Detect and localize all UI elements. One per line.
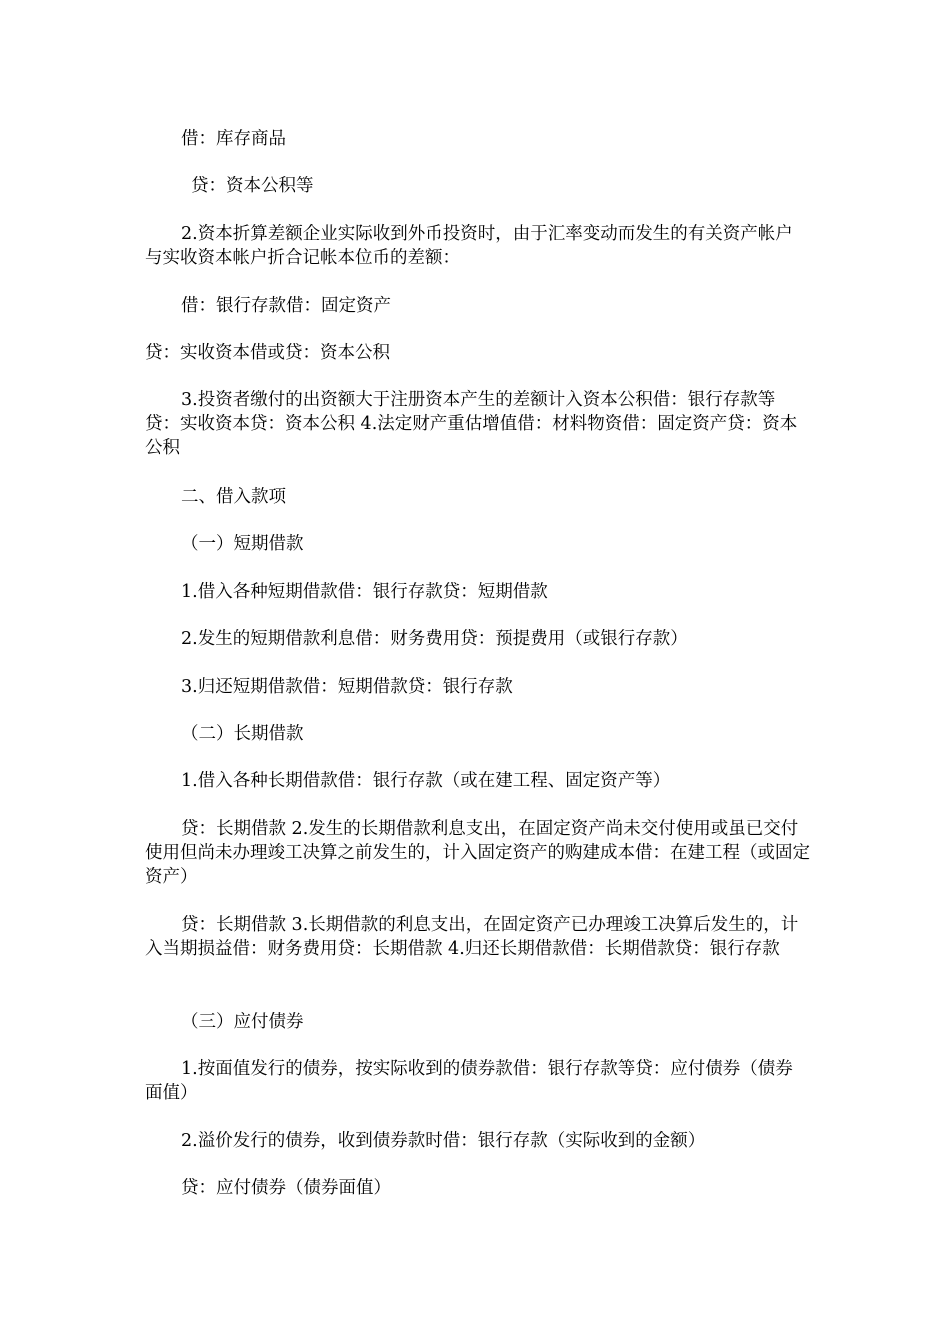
section-heading-borrowings: 二、借入款项 [181,487,286,507]
paragraph-18: 2.溢价发行的债券，收到债券款时借：银行存款（实际收到的金额） [181,1131,706,1151]
paragraph-11: 3.归还短期借款借：短期借款贷：银行存款 [181,677,513,697]
paragraph-4: 借：银行存款借：固定资产 [181,296,391,316]
paragraph-10: 2.发生的短期借款利息借：财务费用贷：预提费用（或银行存款） [181,629,688,649]
subsection-heading-short-term: （一）短期借款 [181,534,304,554]
paragraph-14: 贷：长期借款 2.发生的长期借款利息支出，在固定资产尚未交付使用或虽已交付使用但尚未办理竣工决算之前发生的，计入固定资产的购建成本借：在建工程（或固定资产） [145,819,810,887]
paragraph-5: 贷：实收资本借或贷：资本公积 [145,343,390,363]
paragraph-15: 贷：长期借款 3.长期借款的利息支出，在固定资产已办理竣工决算后发生的，计入当期损益借：财务费用贷：长期借款 4.归还长期借款借：长期借款贷：银行存款 [145,915,799,959]
subsection-heading-bonds: （三）应付债券 [181,1012,304,1032]
paragraph-1: 借：库存商品 [181,129,286,149]
paragraph-9: 1.借入各种短期借款借：银行存款贷：短期借款 [181,582,548,602]
paragraph-3: 2.资本折算差额企业实际收到外币投资时，由于汇率变动而发生的有关资产帐户与实收资本帐户折合记帐本位币的差额： [145,224,793,268]
paragraph-2: 贷：资本公积等 [191,176,314,196]
subsection-heading-long-term: （二）长期借款 [181,724,304,744]
paragraph-13: 1.借入各种长期借款借：银行存款（或在建工程、固定资产等） [181,771,671,791]
paragraph-19: 贷：应付债券（债券面值） [181,1178,391,1198]
paragraph-17: 1.按面值发行的债券，按实际收到的债券款借：银行存款等贷：应付债券（债券面值） [145,1059,793,1103]
paragraph-6: 3.投资者缴付的出资额大于注册资本产生的差额计入资本公积借：银行存款等贷：实收资本贷：资本公积 4.法定财产重估增值借：材料物资借：固定资产贷：资本公积 [145,390,798,458]
